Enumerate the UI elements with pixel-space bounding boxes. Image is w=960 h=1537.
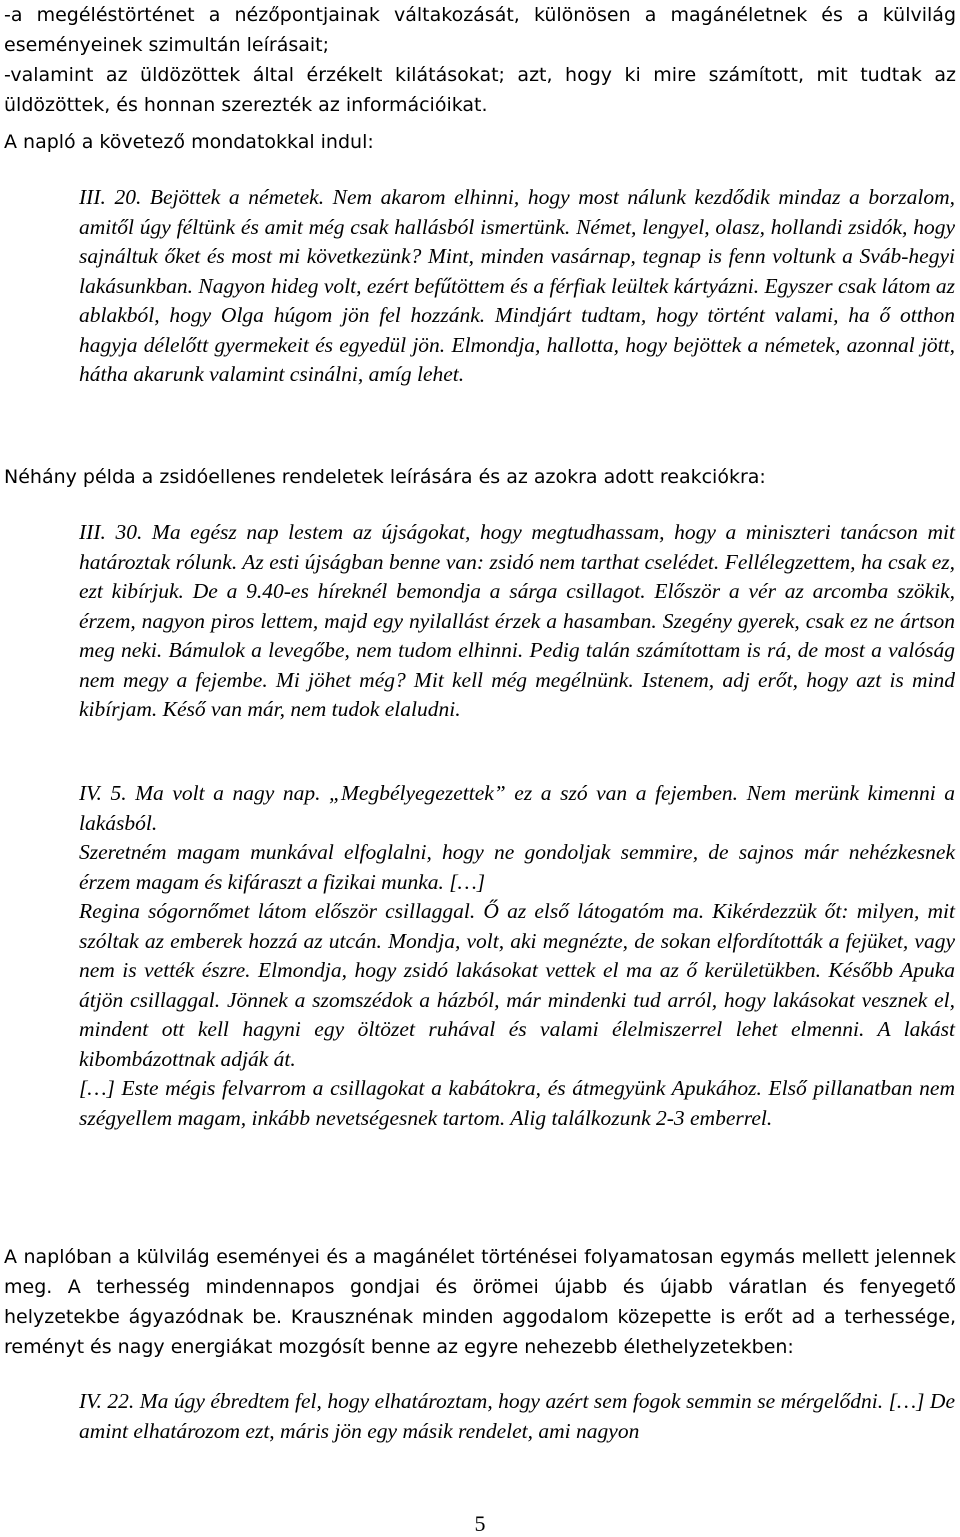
intro-block xyxy=(4,0,956,120)
diary-entry-april-22 xyxy=(79,1387,955,1446)
diary-entry-april-22-text: IV. 22. Ma úgy ébredtem fel, hogy elhatároztam, hogy azért sem fogok semmin se mérgelődni. […] De amint elhatározom ezt, máris jön egy másik rendelet, ami nagyon xyxy=(79,1389,955,1443)
diary-entry-april-5-p1: IV. 5. Ma volt a nagy nap. „Megbélyegezettek” ez a szó van a fejemben. Nem merünk kimenni a lakásból. xyxy=(79,781,955,835)
section-lead-decrees-text: Néhány példa a zsidóellenes rendeletek leírására és az azokra adott reakciókra: xyxy=(4,466,766,488)
diary-entry-april-5-p4: […] Este mégis felvarrom a csillagokat a kabátokra, és átmegyünk Apukához. Első pillanatban nem szégyellem magam, inkább nevetségesnek tartom. Alig találkozunk 2-3 emberrel. xyxy=(79,1076,955,1130)
section-lead-decrees xyxy=(4,462,956,492)
diary-entry-april-5-p3: Regina sógornőmet látom először csillaggal. Ő az első látogatóm ma. Kikérdezzük őt: milyen, mit szóltak az emberek hozzá az utcán. Mondja, volt, aki megnézte, de sokan elfordították a fejüket, vagy nem is vették észre. Elmondja, hogy zsidó lakásokat vettek el ma az ő kerületükben. Később Apuka átjön csillaggal. Jönnek a szomszédok a házból, már mindenki tud arról, hogy lakásokat vesznek el, mindent ott kell hagyni egy öltözet ruhával és valami élelmiszerrel lehet elmenni. A lakást kibombázottnak adják át. xyxy=(79,899,955,1071)
intro-line-1: -a megéléstörténet a nézőpontjainak váltakozását, különösen a magánéletnek és a külvilág eseményeinek szimultán leírásait; xyxy=(4,4,956,56)
section-commentary-text: A naplóban a külvilág eseményei és a magánélet történései folyamatosan egymás mellett jelennek meg. A terhesség mindennapos gondjai és örömei újabb és újabb váratlan és fenyegető helyzetekbe ágyazódnak be. Krausznénak minden aggodalom közepette is erőt ad a terhessége, reményt és nagy energiákat mozgósít benne az egyre nehezebb élethelyzetekben: xyxy=(4,1246,956,1358)
section-commentary xyxy=(4,1242,956,1362)
intro-lead xyxy=(4,127,956,157)
intro-line-2: -valamint az üldözöttek által érzékelt kilátásokat; azt, hogy ki mire számított, mit tudtak az üldözöttek, és honnan szerezték az információikat. xyxy=(4,64,956,116)
diary-entry-march-20-text: III. 20. Bejöttek a németek. Nem akarom elhinni, hogy most nálunk kezdődik mindaz a borzalom, amitől úgy féltünk és amit még csak hallásból ismertünk. Német, lengyel, olasz, hollandi zsidók, hogy sajnáltuk őket és most mi következünk? Mint, minden vasárnap, tegnap is fenn voltunk a Sváb-hegyi lakásunkban. Nagyon hideg volt, ezért befűtöttem és a férfiak leültek kártyázni. Egyszer csak látom az ablakból, hogy Olga húgom jön fel hozzánk. Mindjárt tudtam, hogy történt valami, ha ő otthon hagyja délelőtt gyermekeit és egyedül jön. Elmondja, hallotta, hogy bejöttek a németek, azonnal jött, hátha akarunk valamint csinálni, amíg lehet. xyxy=(79,185,955,386)
diary-entry-march-20 xyxy=(79,183,955,390)
diary-entry-april-5 xyxy=(79,779,955,1133)
intro-lead-text: A napló a követező mondatokkal indul: xyxy=(4,131,374,153)
diary-entry-april-5-p2: Szeretném magam munkával elfoglalni, hogy ne gondoljak semmire, de sajnos már nehézkesnek érzem magam és kifáraszt a fizikai munka. […] xyxy=(79,840,955,894)
page-number: 5 xyxy=(474,1511,486,1536)
diary-entry-march-30 xyxy=(79,518,955,725)
diary-entry-march-30-text: III. 30. Ma egész nap lestem az újságokat, hogy megtudhassam, hogy a miniszteri tanácson mit határoztak rólunk. Az esti újságban benne van: zsidó nem tarthat cselédet. Fellélegzettem, ha csak ez, ezt kibírjuk. De a 9.40-es híreknél bemondja a sárga csillagot. Először a vér az arcomba szökik, érzem, nagyon piros lettem, majd egy nyilallást érzek a hasamban. Szegény gyerek, csak ez ne ártson meg neki. Bámulok a levegőbe, nem tudom elhinni. Pedig talán számítottam is rá, de most a valóság nem megy a fejembe. Mi jöhet még? Mit kell még megélnünk. Istenem, adj erőt, hogy azt is mind kibírjam. Késő van már, nem tudok elaludni. xyxy=(79,520,955,721)
